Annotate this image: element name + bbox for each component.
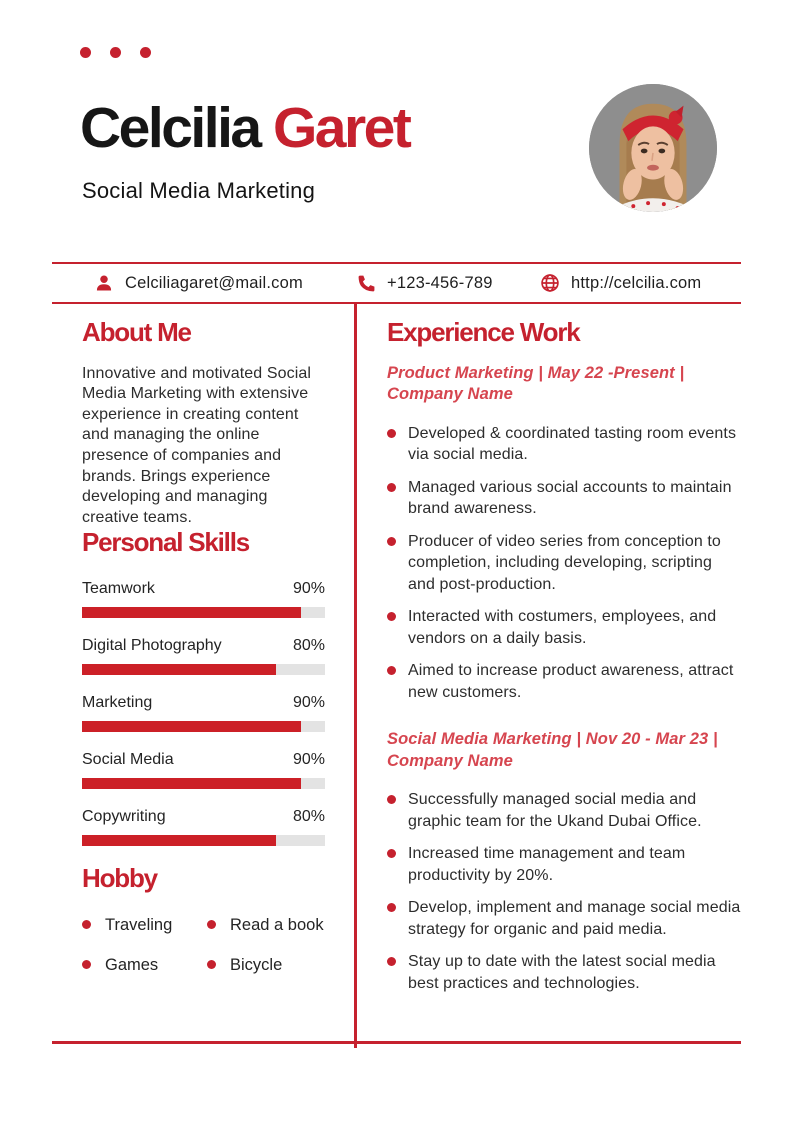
dot-icon xyxy=(80,47,91,58)
skill-bar-track xyxy=(82,835,325,846)
job-heading: Product Marketing | May 22 -Present | Company Name xyxy=(387,363,685,404)
skill-bar-fill xyxy=(82,778,301,789)
skills-list xyxy=(82,579,325,846)
contact-email-text: Celciliagaret@mail.com xyxy=(125,273,303,292)
job-bullet: Producer of video series from conception to completion, including developing, scripting and post-production. xyxy=(387,531,743,596)
hobby-title: Hobby xyxy=(82,862,157,893)
skill-item xyxy=(82,579,325,618)
experience-job xyxy=(387,363,743,704)
bullet-dot-icon xyxy=(207,960,216,969)
skill-value: 90% xyxy=(292,693,325,711)
job-bullet: Interacted with costumers, employees, and vendors on a daily basis. xyxy=(387,606,743,649)
column-divider xyxy=(354,302,357,1048)
job-bullet: Successfully managed social media and graphic team for the Ukand Dubai Office. xyxy=(387,789,743,832)
job-bullet: Develop, implement and manage social media strategy for organic and paid media. xyxy=(387,897,743,940)
skill-value: 80% xyxy=(292,636,325,654)
skill-bar-fill xyxy=(82,721,301,732)
hobby-label: Bicycle xyxy=(230,955,283,974)
skill-item xyxy=(82,636,325,675)
hobby-label: Traveling xyxy=(105,915,173,934)
bullet-dot-icon xyxy=(387,666,396,675)
skill-bar-track xyxy=(82,721,325,732)
job-heading: Social Media Marketing | Nov 20 - Mar 23 | Company Name xyxy=(387,730,718,770)
decorative-dots xyxy=(80,47,151,58)
experience-title: Experience Work xyxy=(387,317,580,347)
contact-email[interactable] xyxy=(94,264,303,302)
job-bullet-list xyxy=(387,789,743,994)
bullet-dot-icon xyxy=(387,795,396,804)
about-title: About Me xyxy=(82,317,191,347)
person-icon xyxy=(94,273,114,293)
skill-bar-track xyxy=(82,664,325,675)
job-bullet-list xyxy=(387,423,743,704)
skill-value: 90% xyxy=(292,579,325,597)
job-bullet: Aimed to increase product awareness, attract new customers. xyxy=(387,660,743,703)
contact-bar xyxy=(52,262,741,304)
hobby-list xyxy=(82,915,325,975)
bullet-dot-icon xyxy=(387,957,396,966)
skill-label: Digital Photography xyxy=(82,636,222,654)
dot-icon xyxy=(140,47,151,58)
avatar xyxy=(589,84,717,212)
page-title xyxy=(80,96,409,162)
job-bullet: Developed & coordinated tasting room events via social media. xyxy=(387,423,743,466)
bullet-dot-icon xyxy=(387,612,396,621)
skill-bar-track xyxy=(82,778,325,789)
bullet-dot-icon xyxy=(387,537,396,546)
skill-item xyxy=(82,693,325,732)
hobby-item xyxy=(207,955,325,975)
avatar-illustration xyxy=(589,84,717,212)
skill-bar-fill xyxy=(82,835,276,846)
contact-website[interactable] xyxy=(540,264,701,302)
skill-value: 90% xyxy=(292,750,325,768)
contact-website-text: http://celcilia.com xyxy=(571,273,702,292)
skill-item xyxy=(82,750,325,789)
bullet-dot-icon xyxy=(387,903,396,912)
experience-job xyxy=(387,729,743,994)
job-bullet: Managed various social accounts to maintain brand awareness. xyxy=(387,477,743,520)
dot-icon xyxy=(110,47,121,58)
skill-value: 80% xyxy=(292,807,325,825)
contact-phone[interactable] xyxy=(357,264,493,302)
job-subtitle: Social Media Marketing xyxy=(82,178,316,203)
skill-label: Social Media xyxy=(82,750,174,768)
hobby-item xyxy=(82,915,207,935)
name-last: Garet xyxy=(272,96,410,160)
skill-item xyxy=(82,807,325,846)
contact-phone-text: +123-456-789 xyxy=(387,273,493,292)
bullet-dot-icon xyxy=(82,920,91,929)
about-body: Innovative and motivated Social Media Marketing with extensive experience in creating content and managing the online presence of companies and brands. Brings experience developing and managing creative teams. xyxy=(82,364,312,526)
bottom-divider xyxy=(52,1041,741,1044)
bullet-dot-icon xyxy=(207,920,216,929)
name-first: Celcilia xyxy=(80,96,273,160)
job-bullet: Increased time management and team productivity by 20%. xyxy=(387,843,743,886)
left-column xyxy=(82,318,325,975)
bullet-dot-icon xyxy=(387,483,396,492)
hobby-label: Games xyxy=(105,955,159,974)
right-column xyxy=(387,318,743,1005)
hobby-label: Read a book xyxy=(230,915,324,934)
bullet-dot-icon xyxy=(82,960,91,969)
job-bullet: Stay up to date with the latest social media best practices and technologies. xyxy=(387,951,743,994)
hobby-item xyxy=(207,915,325,935)
skill-bar-track xyxy=(82,607,325,618)
hobby-item xyxy=(82,955,207,975)
skill-label: Copywriting xyxy=(82,807,166,825)
skill-bar-fill xyxy=(82,664,276,675)
bullet-dot-icon xyxy=(387,429,396,438)
skill-label: Teamwork xyxy=(82,579,155,597)
skill-bar-fill xyxy=(82,607,301,618)
skills-title: Personal Skills xyxy=(82,527,249,558)
bullet-dot-icon xyxy=(387,849,396,858)
globe-icon xyxy=(540,273,560,293)
skill-label: Marketing xyxy=(82,693,153,711)
phone-icon xyxy=(357,274,376,293)
